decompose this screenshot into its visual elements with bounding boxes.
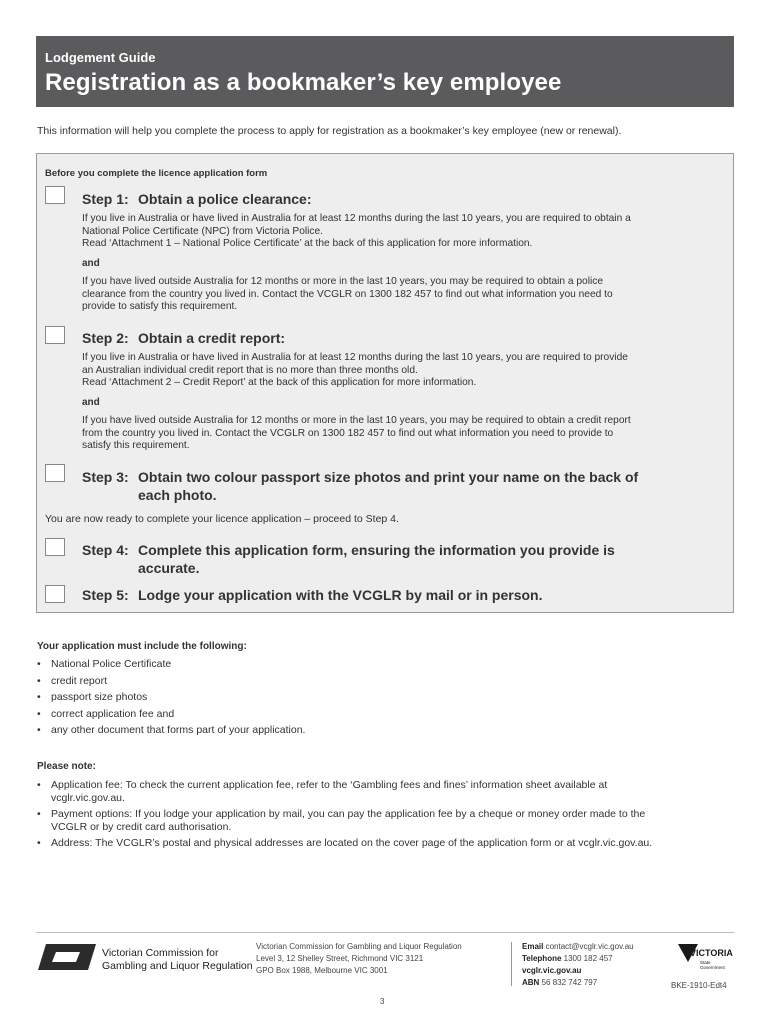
include-heading: Your application must include the following: <box>37 641 247 652</box>
footer-divider <box>36 932 734 933</box>
list-item: • Payment options: If you lodge your application by mail, you can pay the application fee by a cheque or money order made to the VCGLR or by credit card authorisation. <box>37 808 646 833</box>
document-type: Lodgement Guide <box>45 50 156 65</box>
vcglr-address: Victorian Commission for Gambling and Liquor Regulation Level 3, 12 Shelley Street, Richmond VIC 3121 GPO Box 1988, Melbourne VIC 3001 <box>256 942 462 975</box>
vic-logo-sub2: Government <box>700 965 725 970</box>
intro-text: This information will help you complete the process to apply for registration as a bookmaker’s key employee (new or renewal). <box>37 125 622 137</box>
email-link[interactable]: contact@vcglr.vic.gov.au <box>545 942 634 951</box>
vcglr-logo-icon <box>36 942 98 972</box>
step1-paragraph-1: If you live in Australia or have lived in Australia for at least 12 months during the last 10 years, you are required to obtain a National Police Certificate (NPC) from Victoria Police. Read ‘Attachment 1 – National Police Certificate’ at the back of this application for more information. <box>82 213 631 249</box>
vic-logo-word: VICTORIA <box>690 948 733 958</box>
step2-paragraph-2: If you have lived outside Australia for 12 months or more in the last 10 years, you may be required to obtain a credit report from the country you lived in. Contact the VCGLR on 1300 182 457 to find out what information you need to provide to satisfy this requirement. <box>82 415 631 451</box>
header-banner <box>36 36 734 107</box>
step2-title: Step 2: Obtain a credit report: <box>82 330 286 346</box>
list-item: • any other document that forms part of your application. <box>37 724 306 736</box>
document-code: BKE-1910-Edt4 <box>671 981 727 990</box>
step5-checkbox[interactable] <box>45 585 65 603</box>
vcglr-contact: Email contact@vcglr.vic.gov.au Telephone 1300 182 457 vcglr.vic.gov.au ABN 56 832 742 797 <box>522 942 634 987</box>
vcglr-logo-text: Victorian Commission for Gambling and Liquor Regulation <box>102 947 253 972</box>
step1-and: and <box>82 258 100 269</box>
step3-checkbox[interactable] <box>45 464 65 482</box>
step1-checkbox[interactable] <box>45 186 65 204</box>
list-item: • Application fee: To check the current application fee, refer to the ‘Gambling fees and fines’ information sheet available at vcglr.vic.gov.au. <box>37 779 608 804</box>
include-list <box>37 658 737 737</box>
website-link[interactable]: vcglr.vic.gov.au <box>522 966 582 975</box>
note-list <box>37 779 737 850</box>
step2-checkbox[interactable] <box>45 326 65 344</box>
step2-and: and <box>82 397 100 408</box>
list-item: • Address: The VCGLR’s postal and physical addresses are located on the cover page of the application form or at vcglr.vic.gov.au. <box>37 837 653 849</box>
checklist-heading: Before you complete the licence application form <box>45 168 268 179</box>
step1-paragraph-2: If you have lived outside Australia for 12 months or more in the last 10 years, you may be required to obtain a police clearance from the country you lived in. Contact the VCGLR on 1300 182 457 to find out what information you need to provide to satisfy this requirement. <box>82 276 613 312</box>
step5-title: Step 5: Lodge your application with the VCGLR by mail or in person. <box>82 587 543 603</box>
step1-title: Step 1: Obtain a police clearance: <box>82 191 312 207</box>
victoria-state-government-logo-icon <box>676 940 734 974</box>
step2-paragraph-1: If you live in Australia or have lived in Australia for at least 12 months during the last 10 years, you are required to provide an Australian individual credit report that is no more than three months old. Read ‘Attachment 2 – Credit Report’ at the back of this application for more information. <box>82 352 628 388</box>
list-item: • passport size photos <box>37 691 148 703</box>
step4-checkbox[interactable] <box>45 538 65 556</box>
page-title: Registration as a bookmaker’s key employee <box>45 69 562 96</box>
vic-logo-sub1: State <box>700 960 711 965</box>
checklist-box <box>36 153 734 613</box>
footer-column-divider <box>511 942 512 986</box>
list-item: • National Police Certificate <box>37 658 172 670</box>
page-number: 3 <box>380 997 385 1006</box>
list-item: • correct application fee and <box>37 707 175 720</box>
step4-title: Step 4: Complete this application form, ensuring the information you provide is accurate. <box>82 542 615 576</box>
note-heading: Please note: <box>37 761 96 772</box>
ready-text: You are now ready to complete your licence application – proceed to Step 4. <box>45 513 399 525</box>
list-item: • credit report <box>37 674 108 687</box>
step3-title: Step 3: Obtain two colour passport size photos and print your name on the back of each photo. <box>82 469 639 503</box>
